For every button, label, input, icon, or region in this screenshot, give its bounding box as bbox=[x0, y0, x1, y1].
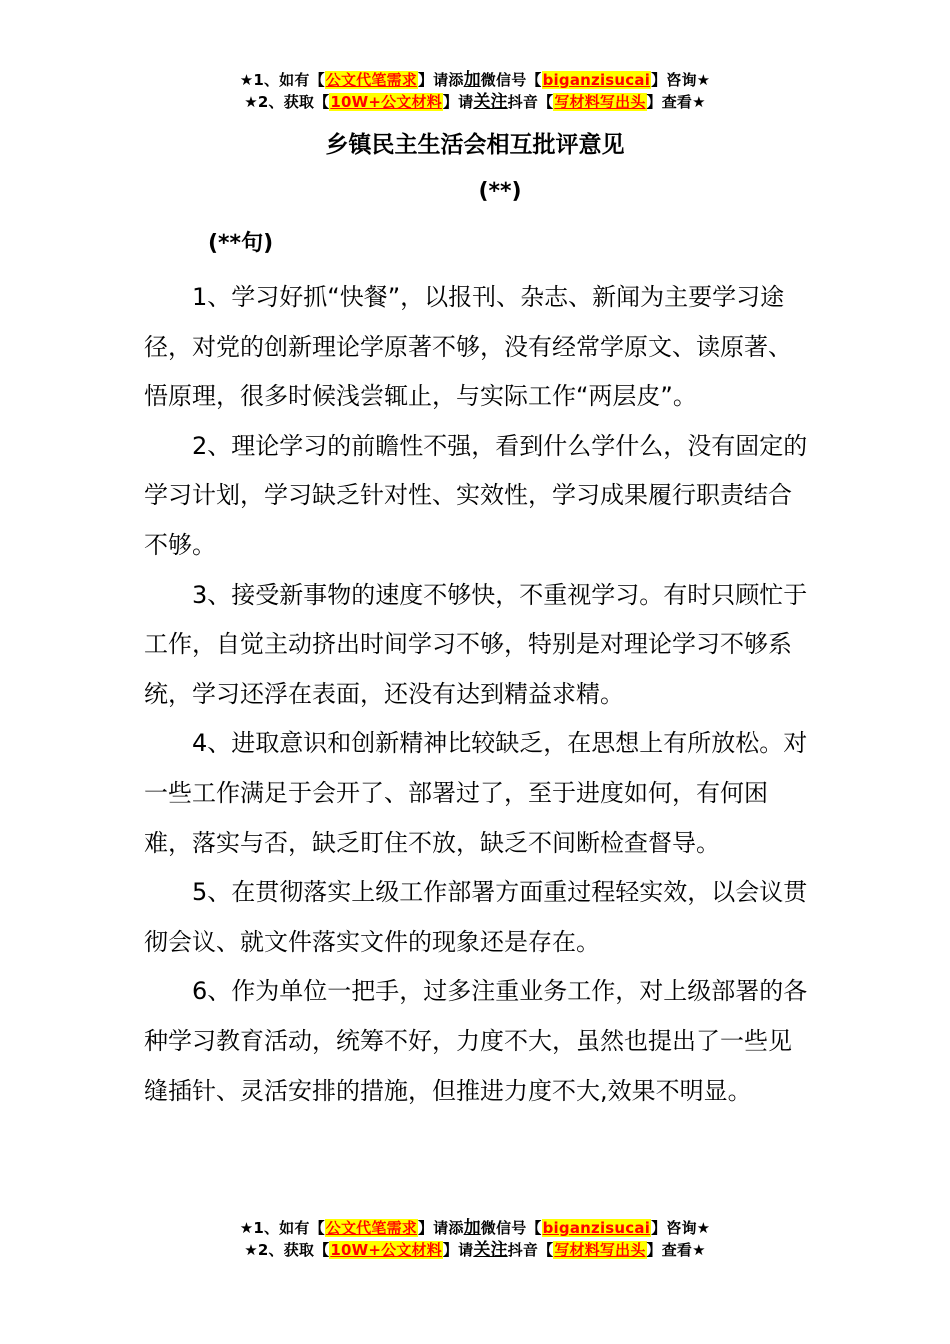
promo-highlight: 公文代笔需求 bbox=[325, 1219, 417, 1237]
promo-highlight: 公文代笔需求 bbox=[325, 71, 417, 89]
promo-text: 】查看★ bbox=[646, 93, 706, 111]
promo-text: ★1、如有【 bbox=[239, 1219, 325, 1237]
paragraph-4: 4、进取意识和创新精神比较缺乏，在思想上有所放松。对一些工作满足于会开了、部署过了，至于进度如何，有何困难，落实与否，缺乏盯住不放，缺乏不间断检查督导。 bbox=[144, 729, 808, 857]
promo-text: 】请 bbox=[442, 1241, 474, 1259]
promo-line-1 bbox=[0, 69, 950, 91]
promo-highlight: 10W+公文材料 bbox=[330, 1241, 442, 1259]
promo-text: 微信号【 bbox=[480, 71, 542, 89]
paragraph-2: 2、理论学习的前瞻性不强，看到什么学什么，没有固定的学习计划，学习缺乏针对性、实效性，学习成果履行职责结合不够。 bbox=[144, 431, 808, 559]
document-body bbox=[144, 273, 814, 1116]
promo-highlight: biganzisucai bbox=[542, 1219, 651, 1237]
promo-text: 】请添 bbox=[417, 1219, 464, 1237]
promo-underlined: 加 bbox=[463, 1218, 481, 1238]
document-title: 乡镇民主生活会相互批评意见 bbox=[325, 132, 625, 158]
promo-text: 抖音【 bbox=[507, 1241, 554, 1259]
promo-text: 抖音【 bbox=[507, 93, 554, 111]
promo-text: 】请 bbox=[442, 93, 474, 111]
promo-highlight: 写材料写出头 bbox=[554, 93, 646, 111]
paragraph-6: 6、作为单位一把手，过多注重业务工作，对上级部署的各种学习教育活动，统筹不好，力度不大，虽然也提出了一些见缝插针、灵活安排的措施，但推进力度不大,效果不明显。 bbox=[144, 977, 808, 1105]
paragraph-5: 5、在贯彻落实上级工作部署方面重过程轻实效，以会议贯彻会议、就文件落实文件的现象还是存在。 bbox=[144, 878, 808, 956]
promo-text: 】咨询★ bbox=[651, 71, 711, 89]
promo-text: 】查看★ bbox=[646, 1241, 706, 1259]
promo-highlight: 10W+公文材料 bbox=[330, 93, 442, 111]
promo-text: 】咨询★ bbox=[651, 1219, 711, 1237]
promo-banner-top bbox=[0, 69, 950, 113]
promo-text: ★2、获取【 bbox=[244, 93, 330, 111]
promo-text: ★2、获取【 bbox=[244, 1241, 330, 1259]
document-subtitle: (**) bbox=[478, 179, 522, 204]
promo-highlight: 写材料写出头 bbox=[554, 1241, 646, 1259]
promo-banner-bottom bbox=[0, 1217, 950, 1261]
promo-underlined: 关注 bbox=[473, 1240, 508, 1260]
promo-line-2 bbox=[0, 91, 950, 113]
promo-line-1 bbox=[0, 1217, 950, 1239]
promo-underlined: 关注 bbox=[473, 92, 508, 112]
promo-text: 】请添 bbox=[417, 71, 464, 89]
section-heading: (**句) bbox=[208, 231, 274, 256]
paragraph-1: 1、学习好抓“快餐”，以报刊、杂志、新闻为主要学习途径，对党的创新理论学原著不够，没有经常学原文、读原著、悟原理，很多时候浅尝辄止，与实际工作“两层皮”。 bbox=[144, 283, 792, 411]
promo-text: ★1、如有【 bbox=[239, 71, 325, 89]
promo-highlight: biganzisucai bbox=[542, 71, 651, 89]
promo-text: 微信号【 bbox=[480, 1219, 542, 1237]
promo-underlined: 加 bbox=[463, 70, 481, 90]
paragraph-3: 3、接受新事物的速度不够快，不重视学习。有时只顾忙于工作，自觉主动挤出时间学习不够，特别是对理论学习不够系统，学习还浮在表面，还没有达到精益求精。 bbox=[144, 580, 808, 708]
promo-line-2 bbox=[0, 1239, 950, 1261]
